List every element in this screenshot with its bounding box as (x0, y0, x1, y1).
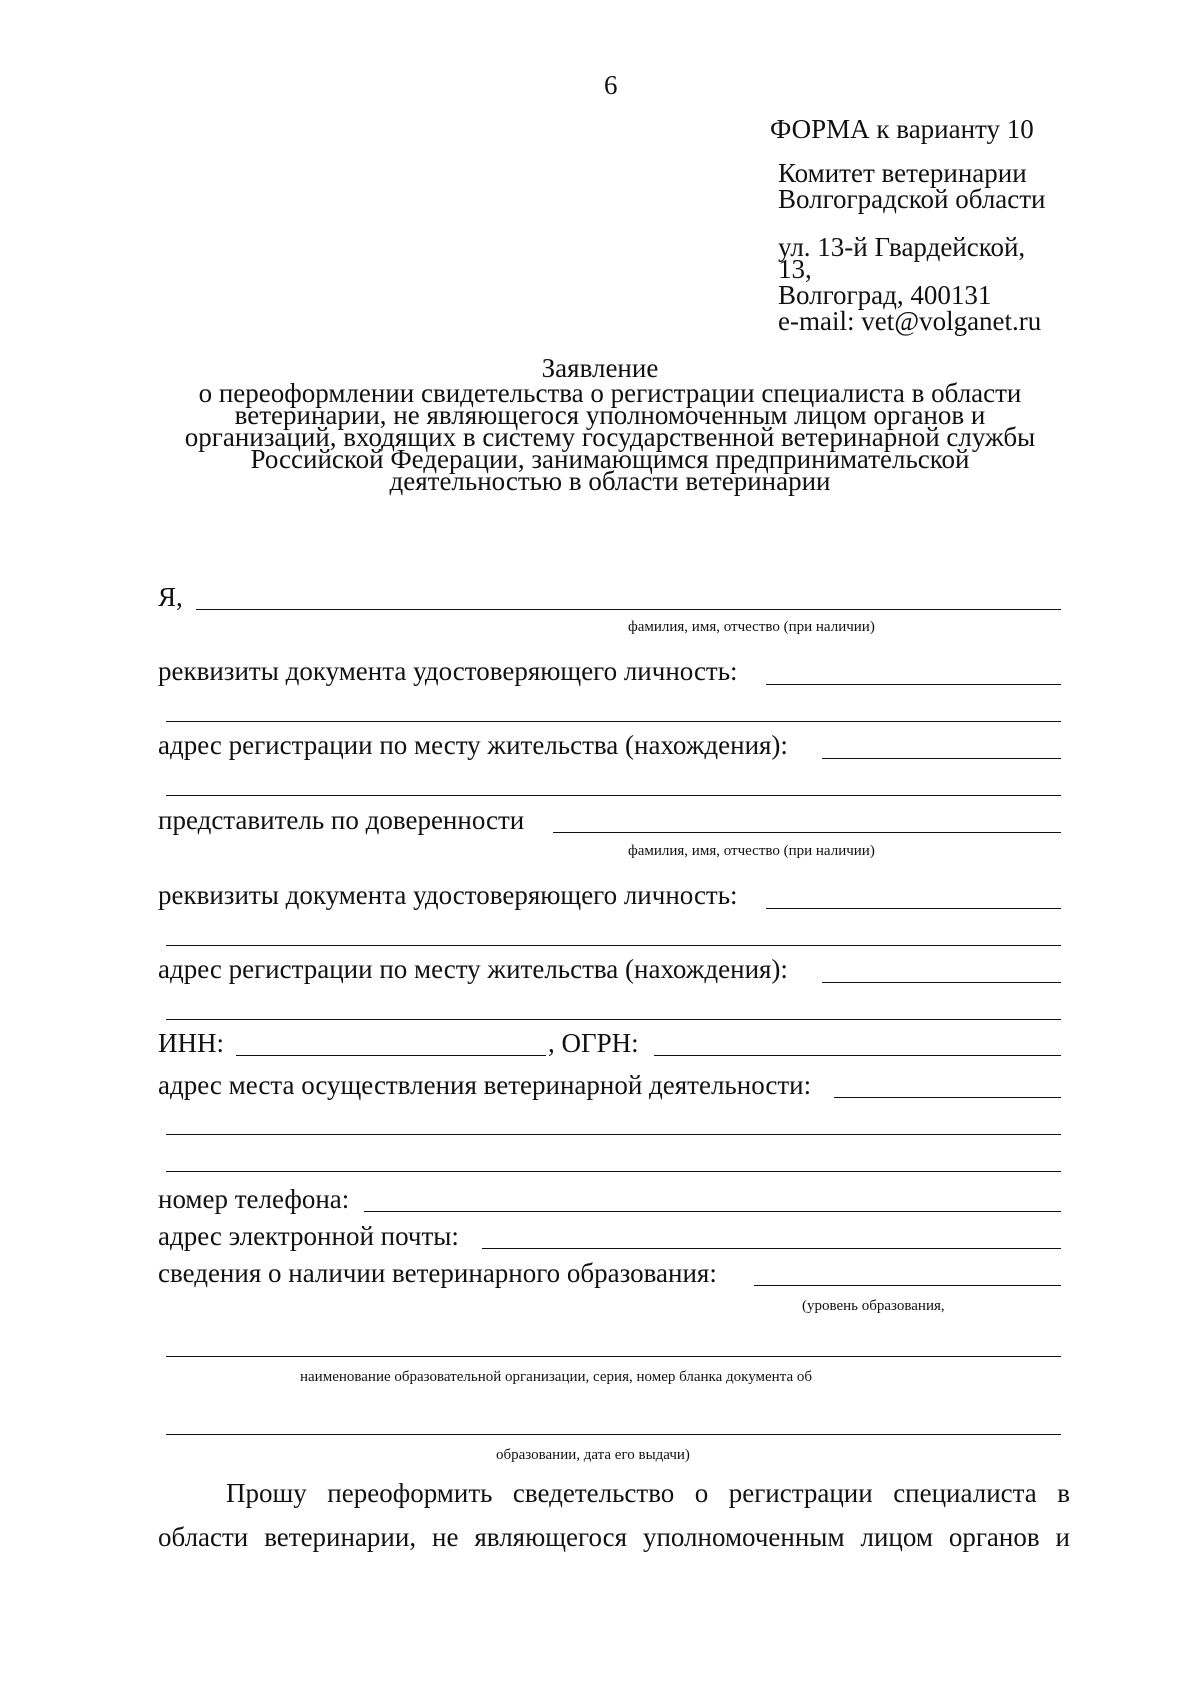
email-label: адрес электронной почты: (158, 1221, 459, 1251)
form-label: ФОРМА к варианту 10 (770, 114, 1034, 144)
education-label: сведения о наличии ветеринарного образования: (158, 1258, 717, 1288)
id-doc-input-line-2[interactable] (766, 908, 1061, 909)
ogrn-label: , ОГРН: (548, 1028, 639, 1058)
reg-address-input-line-2b[interactable] (166, 1019, 1061, 1020)
ogrn-input-line[interactable] (654, 1055, 1061, 1056)
reg-address-input-line-2[interactable] (822, 982, 1061, 983)
title-line-3: организаций, входящих в систему государственной ветеринарной службы (184, 422, 1036, 452)
representative-input-line[interactable] (553, 832, 1061, 833)
request-line-1: Прошу переоформить сведетельство о регистрации специалиста в (226, 1478, 1070, 1508)
fio-note: фамилия, имя, отчество (при наличии) (628, 619, 875, 635)
email-input-line[interactable] (482, 1248, 1061, 1249)
phone-label: номер телефона: (158, 1184, 350, 1214)
vet-address-label: адрес места осуществления ветеринарной деятельности: (158, 1070, 812, 1100)
id-doc-input-line-2b[interactable] (166, 945, 1061, 946)
reg-address-label-2: адрес регистрации по месту жительства (нахождения): (158, 954, 788, 984)
education-input-line-c[interactable] (166, 1434, 1061, 1435)
recipient-address-2: 13, (778, 254, 812, 284)
education-note-2: наименование образовательной организации, серия, номер бланка документа об (300, 1369, 812, 1385)
reg-address-input-line-1[interactable] (822, 758, 1061, 759)
education-input-line-b[interactable] (166, 1356, 1061, 1357)
id-doc-label-2: реквизиты документа удостоверяющего личность: (158, 880, 738, 910)
representative-label: представитель по доверенности (158, 805, 525, 835)
document-heading: Заявление (541, 353, 659, 383)
recipient-address-1: ул. 13-й Гвардейской, (778, 232, 1026, 262)
vet-address-input-line[interactable] (834, 1097, 1061, 1098)
id-doc-label-1: реквизиты документа удостоверяющего личность: (158, 656, 738, 686)
reg-address-input-line-1b[interactable] (166, 795, 1061, 796)
ya-label: Я, (158, 582, 183, 612)
education-note-1: (уровень образования, (802, 1298, 945, 1314)
title-line-2: ветеринарии, не являющегося уполномоченным лицом органов и (234, 400, 986, 430)
recipient-email: e-mail: vet@volganet.ru (778, 306, 1042, 336)
document-title (150, 378, 1070, 496)
education-note-3: образовании, дата его выдачи) (496, 1447, 690, 1463)
id-doc-input-line-1[interactable] (766, 684, 1061, 685)
page-number: 6 (604, 70, 618, 100)
title-line-5: деятельностью в области ветеринарии (389, 466, 831, 496)
title-line-4: Российской Федерации, занимающимся предпринимательской (250, 444, 970, 474)
phone-input-line[interactable] (364, 1211, 1061, 1212)
recipient-line-2: Волгоградской области (778, 184, 1046, 214)
vet-address-input-line-c[interactable] (166, 1171, 1061, 1172)
fio-input-line[interactable] (196, 609, 1061, 610)
reg-address-label-1: адрес регистрации по месту жительства (нахождения): (158, 730, 788, 760)
education-input-line[interactable] (754, 1285, 1061, 1286)
recipient-address-3: Волгоград, 400131 (778, 280, 992, 310)
title-line-1: о переоформлении свидетельства о регистрации специалиста в области (198, 378, 1022, 408)
recipient-line-1: Комитет ветеринарии (778, 158, 1027, 188)
fio-note-2: фамилия, имя, отчество (при наличии) (628, 843, 875, 859)
inn-label: ИНН: (158, 1028, 224, 1058)
request-line-2: области ветеринарии, не являющегося уполномоченным лицом органов и (158, 1522, 1070, 1552)
inn-input-line[interactable] (236, 1055, 546, 1056)
id-doc-input-line-1b[interactable] (166, 721, 1061, 722)
vet-address-input-line-b[interactable] (166, 1134, 1061, 1135)
